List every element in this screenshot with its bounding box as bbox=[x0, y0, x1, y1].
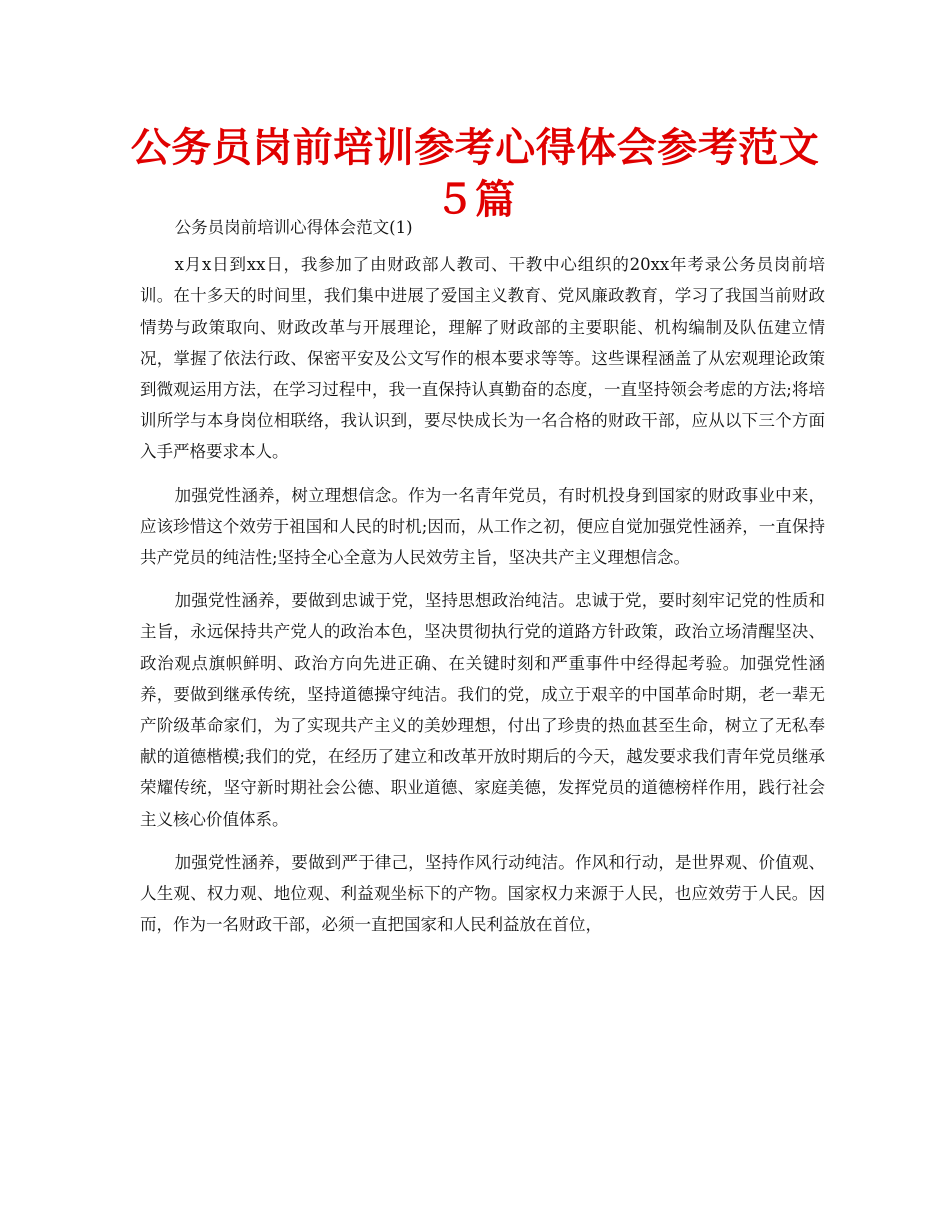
paragraph: 加强党性涵养，要做到忠诚于党，坚持思想政治纯洁。忠诚于党，要时刻牢记党的性质和主旨，永远保持共产党人的政治本色，坚决贯彻执行党的道路方针政策，政治立场清醒坚决、政治观点旗帜鲜明、政治方向先进正确、在关键时刻和严重事件中经得起考验。加强党性涵养，要做到继承传统，坚持道德操守纯洁。我们的党，成立于艰辛的中国革命时期，老一辈无产阶级革命家们，为了实现共产主义的美妙理想，付出了珍贵的热血甚至生命，树立了无私奉献的道德楷模;我们的党，在经历了建立和改革开放时期后的今天，越发要求我们青年党员继承荣耀传统，坚守新时期社会公德、职业道德、家庭美德，发挥党员的道德榜样作用，践行社会主义核心价值体系。 bbox=[140, 591, 825, 829]
paragraph: x月x日到xx日，我参加了由财政部人教司、干教中心组织的20xx年考录公务员岗前培训。在十多天的时间里，我们集中进展了爱国主义教育、党风廉政教育，学习了我国当前财政情势与政策取向、财政改革与开展理论，理解了财政部的主要职能、机构编制及队伍建立情况，掌握了依法行政、保密平安及公文写作的根本要求等等。这些课程涵盖了从宏观理论政策到微观运用方法，在学习过程中，我一直保持认真勤奋的态度，一直坚持领会考虑的方法;将培训所学与本身岗位相联络，我认识到，要尽快成长为一名合格的财政干部，应从以下三个方面入手严格要求本人。 bbox=[140, 255, 825, 462]
document-body bbox=[140, 212, 825, 952]
section-heading: 公务员岗前培训心得体会范文(1) bbox=[174, 218, 413, 237]
paragraph: 加强党性涵养，树立理想信念。作为一名青年党员，有时机投身到国家的财政事业中来，应该珍惜这个效劳于祖国和人民的时机;因而，从工作之初，便应自觉加强党性涵养，一直保持共产党员的纯洁性;坚持全心全意为人民效劳主旨，坚决共产主义理想信念。 bbox=[140, 485, 825, 568]
paragraph: 加强党性涵养，要做到严于律己，坚持作风行动纯洁。作风和行动，是世界观、价值观、人生观、权力观、地位观、利益观坐标下的产物。国家权力来源于人民，也应效劳于人民。因而，作为一名财政干部，必须一直把国家和人民利益放在首位， bbox=[140, 852, 825, 935]
document-title: 公务员岗前培训参考心得体会参考范文５篇 bbox=[130, 125, 820, 223]
